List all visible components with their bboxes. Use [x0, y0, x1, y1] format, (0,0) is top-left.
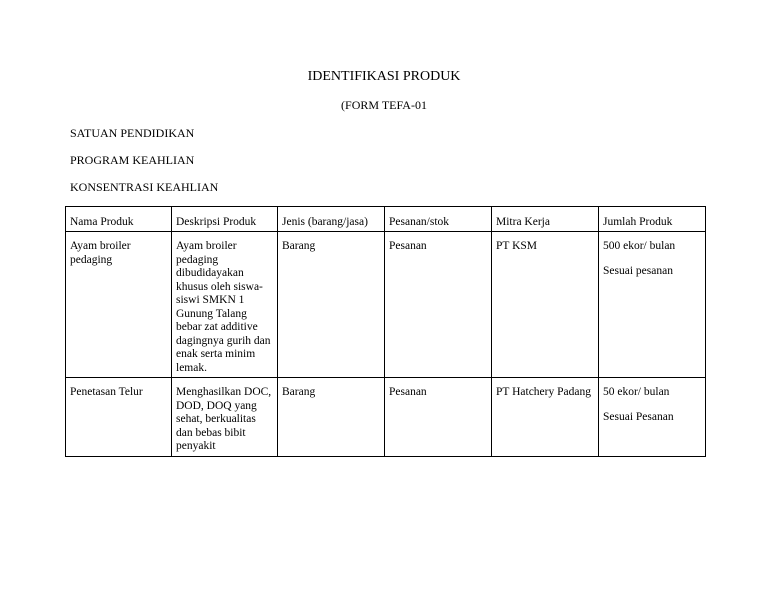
cell-deskripsi-produk: Ayam broiler pedaging dibudidayakan khusus oleh siswa-siswi SMKN 1 Gunung Talang bebar zat additive dagingnya gurih dan enak serta minim lemak.: [172, 232, 278, 378]
field-konsentrasi-keahlian: KONSENTRASI KEAHLIAN: [70, 180, 219, 194]
document-title: IDENTIFIKASI PRODUK: [307, 69, 461, 84]
cell-pesanan-stok: Pesanan: [385, 378, 492, 457]
cell-jumlah-produk: [599, 378, 706, 457]
cell-jumlah-produk: [599, 232, 706, 378]
header-deskripsi-produk: Deskripsi Produk: [172, 207, 278, 232]
jumlah-quantity: 500 ekor/ bulan: [603, 240, 676, 252]
header-jenis: Jenis (barang/jasa): [278, 207, 385, 232]
header-pesanan-stok: Pesanan/stok: [385, 207, 492, 232]
jumlah-note: Sesuai Pesanan: [603, 410, 674, 423]
cell-jenis: Barang: [278, 232, 385, 378]
table-header-row: [66, 207, 706, 232]
field-satuan-pendidikan: SATUAN PENDIDIKAN: [70, 126, 195, 140]
header-jumlah-produk: Jumlah Produk: [599, 207, 706, 232]
table-row: [66, 378, 706, 457]
form-code: (FORM TEFA-01: [341, 98, 427, 112]
header-nama-produk: Nama Produk: [66, 207, 172, 232]
cell-mitra-kerja: PT KSM: [492, 232, 599, 378]
cell-mitra-kerja: PT Hatchery Padang: [492, 378, 599, 457]
field-program-keahlian: PROGRAM KEAHLIAN: [70, 153, 195, 167]
cell-deskripsi-produk: Menghasilkan DOC, DOD, DOQ yang sehat, berkualitas dan bebas bibit penyakit: [172, 378, 278, 457]
table-row: [66, 232, 706, 378]
cell-nama-produk: Ayam broiler pedaging: [66, 232, 172, 378]
cell-jenis: Barang: [278, 378, 385, 457]
header-mitra-kerja: Mitra Kerja: [492, 207, 599, 232]
cell-nama-produk: Penetasan Telur: [66, 378, 172, 457]
jumlah-note: Sesuai pesanan: [603, 264, 673, 277]
cell-pesanan-stok: Pesanan: [385, 232, 492, 378]
jumlah-quantity: 50 ekor/ bulan: [603, 386, 670, 398]
product-table: [65, 206, 706, 457]
